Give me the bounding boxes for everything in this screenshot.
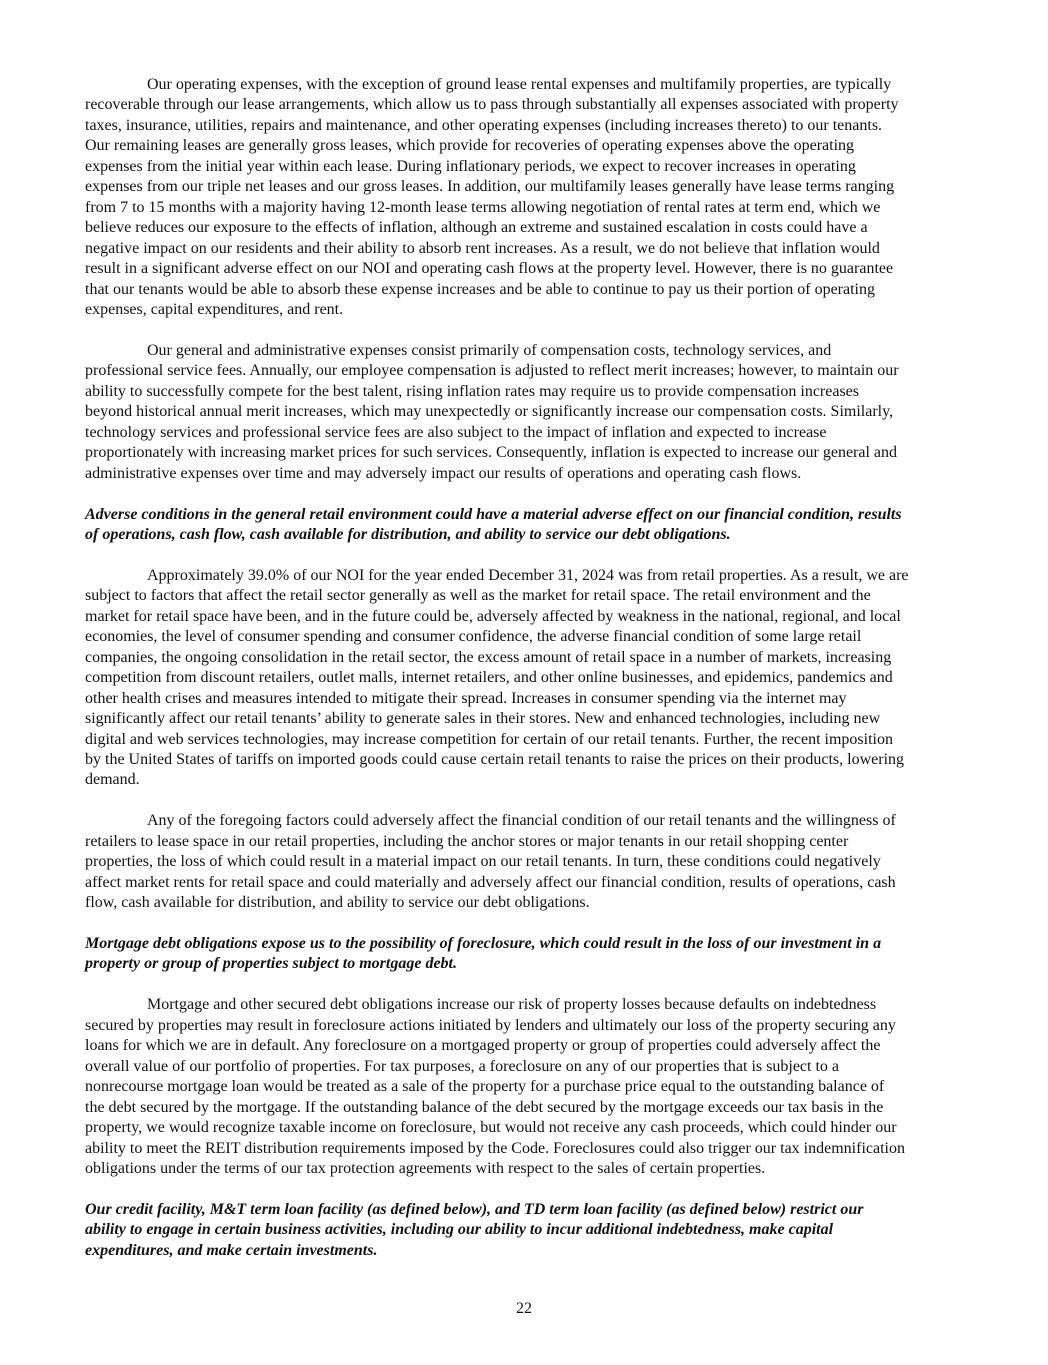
text-line: believe reduces our exposure to the effects of inflation, although an extreme and sustained escalation in costs could have a xyxy=(85,219,868,237)
text-line: companies, the ongoing consolidation in the retail sector, the excess amount of retail space in a number of markets, increasing xyxy=(85,648,892,666)
text-line: properties, the loss of which could result in a material impact on our retail tenants. In turn, these conditions could negatively xyxy=(85,853,881,871)
text-line: competition from discount retailers, outlet malls, internet retailers, and other online businesses, and epidemics, pandemics and xyxy=(85,669,893,687)
text-line: the debt secured by the mortgage. If the outstanding balance of the debt secured by the mortgage exceeds our tax basis in the xyxy=(85,1098,884,1116)
text-line: Our credit facility, M&T term loan facility (as defined below), and TD term loan facility (as defined below) restrict our xyxy=(85,1200,864,1218)
text-line: market for retail space have been, and in the future could be, adversely affected by weakness in the national, regional, and local xyxy=(85,607,901,625)
text-line: expenses from the initial year within each lease. During inflationary periods, we expect to recover increases in operating xyxy=(85,157,856,175)
text-line: ability to engage in certain business activities, including our ability to incur additional indebtedness, make capital xyxy=(85,1221,834,1239)
text-line: expenses from our triple net leases and our gross leases. In addition, our multifamily leases generally have lease terms ranging xyxy=(85,178,895,196)
text-line: Adverse conditions in the general retail environment could have a material adverse effect on our financial condition, results xyxy=(85,505,902,523)
text-line: overall value of our portfolio of properties. For tax purposes, a foreclosure on any of our properties that is subject to a xyxy=(85,1057,840,1075)
text-line: retailers to lease space in our retail properties, including the anchor stores or major tenants in our retail shopping center xyxy=(85,832,849,850)
text-line: digital and web services technologies, may increase competition for certain of our retail tenants. Further, the recent imposition xyxy=(85,730,893,748)
text-line: Mortgage and other secured debt obligations increase our risk of property losses because defaults on indebtedness xyxy=(147,996,877,1014)
text-line: nonrecourse mortgage loan would be treated as a sale of the property for a purchase price equal to the outstanding balance of xyxy=(85,1078,885,1096)
text-line: property, we would recognize taxable income on foreclosure, but would not receive any cash proceeds, which could hinder our xyxy=(85,1119,897,1137)
text-line: ability to meet the REIT distribution requirements imposed by the Code. Foreclosures could also trigger our tax indemnification xyxy=(85,1139,905,1157)
text-line: negative impact on our residents and their ability to absorb rent increases. As a result, we do not believe that inflation would xyxy=(85,239,880,257)
text-line: secured by properties may result in foreclosure actions initiated by lenders and ultimately our loss of the property securing any xyxy=(85,1016,896,1034)
text-line: technology services and professional service fees are also subject to the impact of inflation and expected to increase xyxy=(85,423,827,441)
text-line: that our tenants would be able to absorb these expense increases and be able to continue to pay us their portion of operating xyxy=(85,280,875,298)
text-line: administrative expenses over time and may adversely impact our results of operations and operating cash flows. xyxy=(85,464,802,482)
text-line: from 7 to 15 months with a majority having 12-month lease terms allowing negotiation of rental rates at term end, which we xyxy=(85,198,881,216)
text-line: subject to factors that affect the retail sector generally as well as the market for retail space. The retail environment and the xyxy=(85,587,871,605)
body-paragraph xyxy=(85,75,975,320)
text-line: Mortgage debt obligations expose us to the possibility of foreclosure, which could result in the loss of our investment in a xyxy=(85,935,882,953)
page-number: 22 xyxy=(516,1300,532,1317)
text-line: of operations, cash flow, cash available for distribution, and ability to service our debt obligations. xyxy=(85,525,731,543)
text-line: loans for which we are in default. Any foreclosure on a mortgaged property or group of properties could adversely affect the xyxy=(85,1037,881,1055)
body-paragraph xyxy=(85,995,975,1179)
text-line: Our remaining leases are generally gross leases, which provide for recoveries of operating expenses above the operating xyxy=(85,137,855,155)
text-line: demand. xyxy=(85,771,140,789)
section-heading xyxy=(85,1200,975,1261)
text-line: expenses, capital expenditures, and rent. xyxy=(85,300,344,318)
text-line: property or group of properties subject to mortgage debt. xyxy=(85,955,457,973)
text-line: flow, cash available for distribution, and ability to service our debt obligations. xyxy=(85,894,590,912)
text-line: obligations under the terms of our tax protection agreements with respect to the sales of certain properties. xyxy=(85,1160,766,1178)
document-body xyxy=(85,75,975,1282)
text-line: taxes, insurance, utilities, repairs and maintenance, and other operating expenses (including increases thereto) to our tenants. xyxy=(85,116,883,134)
text-line: other health crises and measures intended to mitigate their spread. Increases in consumer spending via the internet may xyxy=(85,689,847,707)
text-line: by the United States of tariffs on imported goods could cause certain retail tenants to raise the prices on their products, lowering xyxy=(85,750,905,768)
text-line: Our operating expenses, with the exception of ground lease rental expenses and multifamily properties, are typically xyxy=(147,76,892,93)
text-line: expenditures, and make certain investments. xyxy=(85,1241,378,1259)
body-paragraph xyxy=(85,811,975,913)
text-line: ability to successfully compete for the best talent, rising inflation rates may require us to provide compensation increases xyxy=(85,382,859,400)
section-heading xyxy=(85,505,975,546)
text-line: professional service fees. Annually, our employee compensation is adjusted to reflect merit increases; however, to maintain our xyxy=(85,362,899,380)
text-line: Any of the foregoing factors could adversely affect the financial condition of our retail tenants and the willingness of xyxy=(147,812,896,830)
text-line: Our general and administrative expenses consist primarily of compensation costs, technology services, and xyxy=(147,341,832,359)
text-line: economies, the level of consumer spending and consumer confidence, the adverse financial condition of some large retail xyxy=(85,628,862,646)
text-line: affect market rents for retail space and could materially and adversely affect our financial condition, results of operations, cash xyxy=(85,873,896,891)
body-paragraph xyxy=(85,341,975,484)
text-line: result in a significant adverse effect on our NOI and operating cash flows at the property level. However, there is no guarantee xyxy=(85,260,894,278)
body-paragraph xyxy=(85,566,975,791)
text-line: beyond historical annual merit increases, which may unexpectedly or significantly increase our compensation costs. Similarly, xyxy=(85,403,894,421)
text-line: recoverable through our lease arrangements, which allow us to pass through substantially all expenses associated with property xyxy=(85,96,899,114)
text-line: significantly affect our retail tenants’ ability to generate sales in their stores. New and enhanced technologies, including new xyxy=(85,710,881,728)
text-line: Approximately 39.0% of our NOI for the year ended December 31, 2024 was from retail properties. As a result, we are xyxy=(147,566,909,584)
section-heading xyxy=(85,934,975,975)
text-line: proportionately with increasing market prices for such services. Consequently, inflation is expected to increase our general and xyxy=(85,444,898,462)
